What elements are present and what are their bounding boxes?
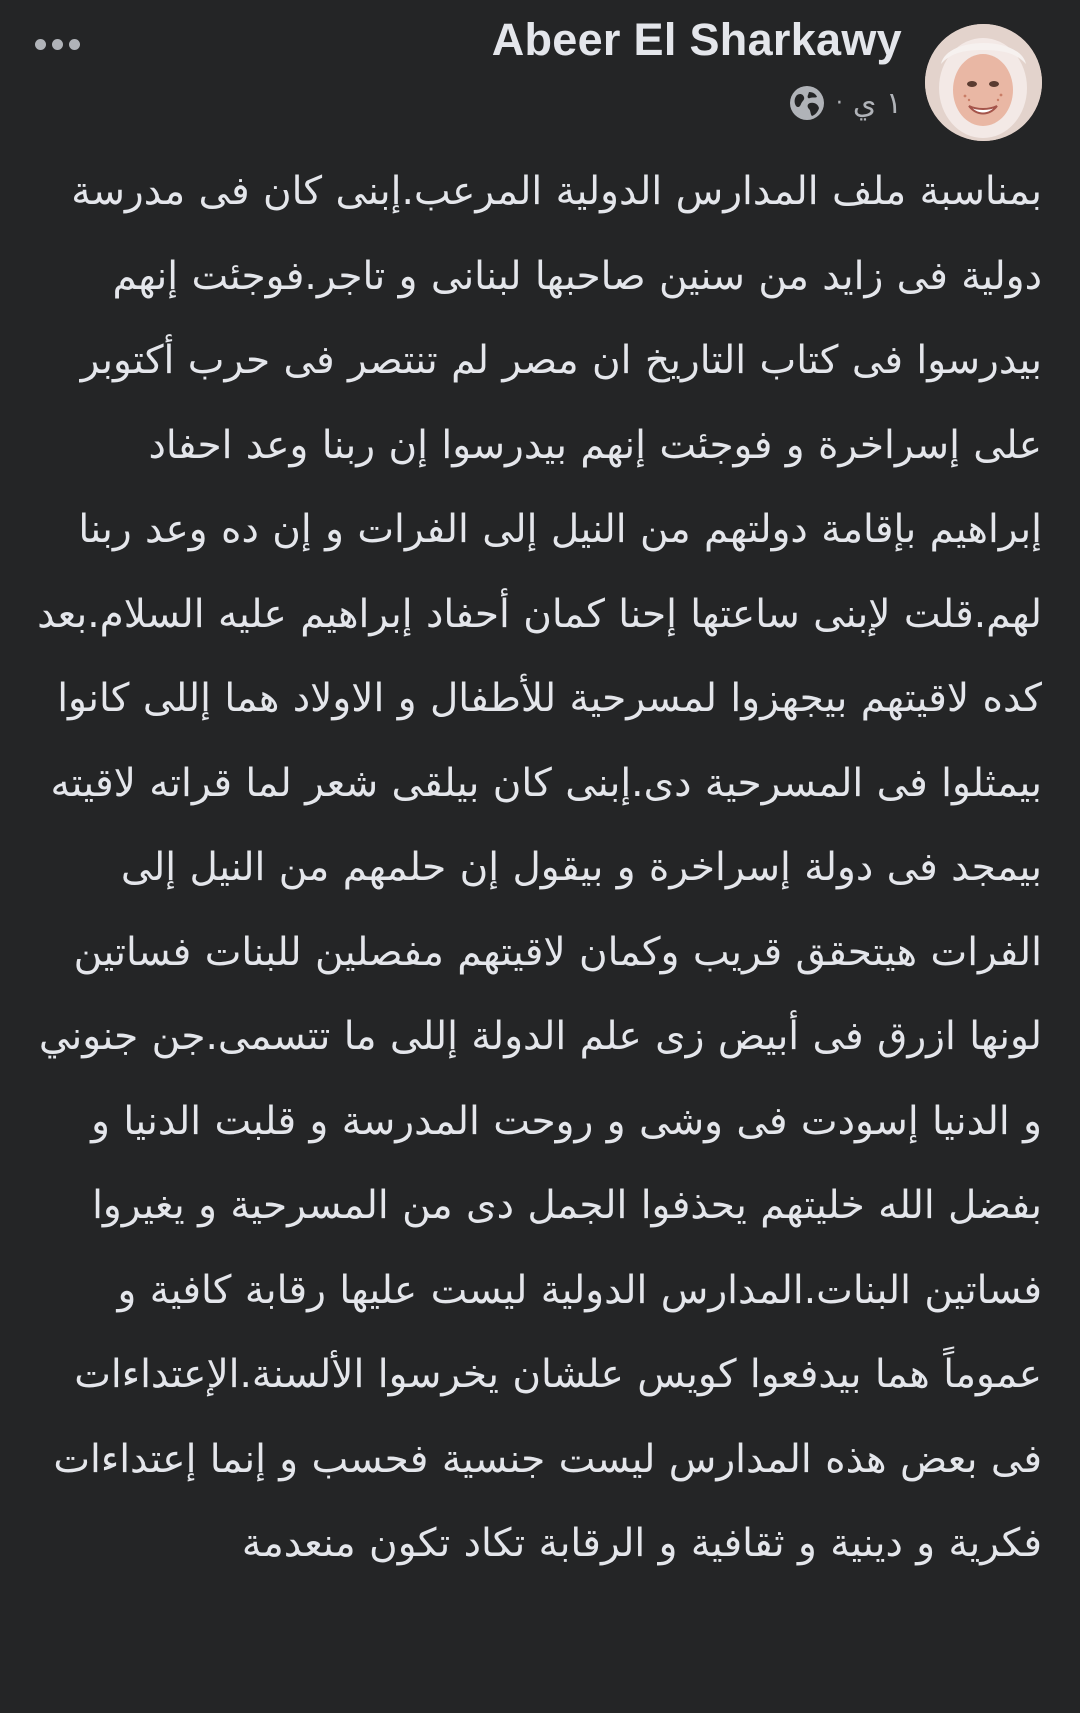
post-text: بمناسبة ملف المدارس الدولية المرعب.إبنى كان فى مدرسة دولية فى زايد من سنين صاحبها لبنانى و تاجر.فوجئت إنهم بيدرسوا فى كتاب التاريخ ان مصر لم تنتصر فى حرب أكتوبر على إسراخرة و فوجئت إنهم بيدرسوا إن ربنا وعد احفاد إبراهيم بإقامة دولتهم من النيل إلى الفرات و إن ده وعد ربنا لهم.قلت لإبنى ساعتها إحنا كمان أحفاد إبراهيم عليه السلام.بعد كده لاقيتهم بيجهزوا لمسرحية للأطفال و الاولاد هما إللى كانوا بيمثلوا فى المسرحية دى.إبنى كان بيلقى شعر لما قراته لاقيته بيمجد فى دولة إسراخرة و بيقول إن حلمهم من النيل إلى الفرات هيتحقق قريب وكمان لاقيتهم مفصلين للبنات فساتين لونها ازرق فى أبيض زى علم الدولة إللى ما تتسمى.جن جنوني و الدنيا إسودت فى وشى و روحت المدرسة و قلبت الدنيا و بفضل الله خليتهم يحذفوا الجمل دى من المسرحية و يغيروا فساتين البنات.المدارس الدولية ليست عليها رقابة كافية و عموماً هما بيدفعوا كويس علشان يخرسوا الألسنة.الإعتداءات فى بعض هذه المدارس ليست جنسية فحسب و إنما إعتداءات فكرية و دينية و ثقافية و الرقابة تكاد تكون منعدمة — [37, 169, 1042, 1566]
more-options-icon — [52, 39, 63, 50]
more-options-icon — [69, 39, 80, 50]
post-timestamp[interactable]: ١ ي — [852, 85, 902, 121]
post-header — [0, 0, 1080, 150]
post-meta — [788, 84, 902, 122]
author-name[interactable]: Abeer El Sharkawy — [491, 14, 902, 65]
avatar-image — [925, 24, 1042, 141]
avatar[interactable] — [925, 24, 1042, 141]
meta-separator: · — [835, 90, 843, 116]
more-options-icon — [35, 39, 46, 50]
more-options-button[interactable] — [22, 26, 92, 62]
globe-icon[interactable] — [788, 84, 826, 122]
